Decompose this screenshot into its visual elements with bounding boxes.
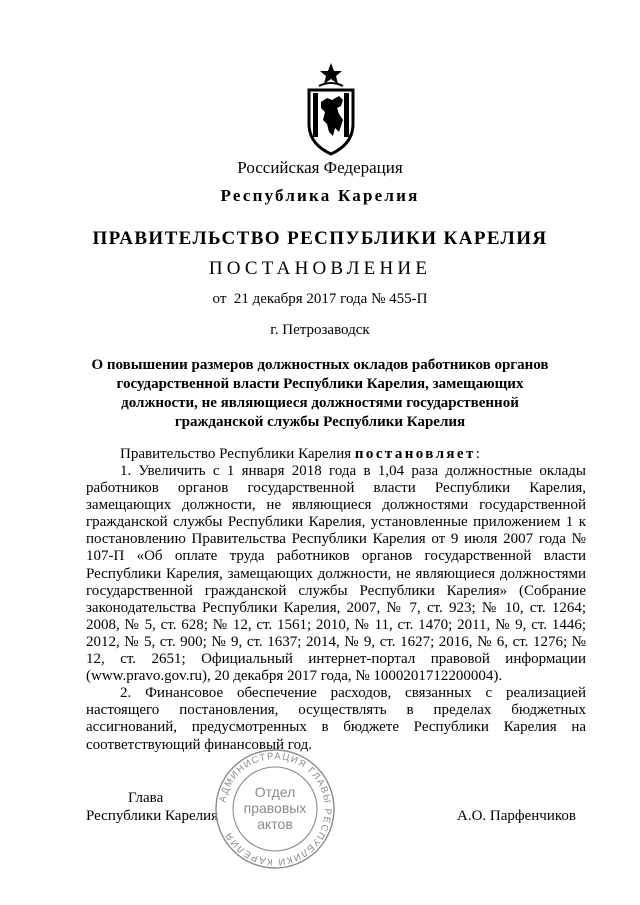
signature-title-line1: Глава bbox=[128, 790, 164, 806]
signatory-name: А.О. Парфенчиков bbox=[457, 808, 576, 824]
document-type: ПОСТАНОВЛЕНИЕ bbox=[208, 258, 432, 279]
preamble-suffix: : bbox=[475, 446, 480, 462]
preamble-verb: постановляет bbox=[354, 446, 476, 462]
paragraph-2: 2. Финансовое обеспечение расходов, связанных с реализацией настоящего постановления, осуществлять в пределах бюджетных ассигнований, предусмотренных в бюджете Республики Карелия на соответствующий финансовый год. bbox=[86, 685, 586, 753]
signature-title-line2: Республики Карелия bbox=[86, 808, 219, 824]
document-body bbox=[86, 463, 586, 754]
stamp-line1: Отдел bbox=[254, 784, 296, 800]
karelia-coat-of-arms-icon bbox=[299, 62, 363, 156]
country-name: Российская Федерация bbox=[237, 158, 403, 177]
legal-department-stamp-icon bbox=[212, 746, 338, 872]
stamp-line3: актов bbox=[257, 816, 293, 832]
preamble bbox=[120, 446, 480, 463]
government-name: ПРАВИТЕЛЬСТВО РЕСПУБЛИКИ КАРЕЛИЯ bbox=[92, 228, 548, 249]
stamp-line2: правовых bbox=[243, 800, 307, 816]
document-title: О повышении размеров должностных окладов работников органов государственной власти Республики Карелия, замещающих должности, не являющиеся должностями государственной гражданской службы Республики Карелия bbox=[91, 357, 549, 430]
stamp-ring-text: АДМИНИСТРАЦИЯ ГЛАВЫ РЕСПУБЛИКИ КАРЕЛИЯ bbox=[217, 750, 334, 868]
preamble-prefix: Правительство Республики Карелия bbox=[120, 446, 355, 462]
date-number-line: от 21 декабря 2017 года № 455-П bbox=[212, 291, 428, 307]
city-line: г. Петрозаводск bbox=[270, 322, 370, 338]
republic-name: Республика Карелия bbox=[220, 186, 420, 205]
paragraph-1: 1. Увеличить с 1 января 2018 года в 1,04 раза должностные оклады работников органов государственной власти Республики Карелия, замещающих должности, не являющиеся должностями государственной гражданской службы Республики Карелия, установленные приложением 1 к постановлению Правительства Республики Карелия от 9 июля 2007 года № 107-П «Об оплате труда работников органов государственной власти Республики Карелия, замещающих должности, не являющиеся должностями государственной гражданской службы Республики Карелия» (Собрание законодательства Республики Карелия, 2007, № 7, ст. 923; № 10, ст. 1264; 2008, № 5, ст. 628; № 12, ст. 1561; 2010, № 11, ст. 1470; 2011, № 9, ст. 1446; 2012, № 5, ст. 900; № 9, ст. 1637; 2014, № 9, ст. 1627; 2016, № 6, ст. 1276; № 12, ст. 2651; Официальный интернет-портал правовой информации (www.pravo.gov.ru), 20 декабря 2017 года, № 1000201712200004). bbox=[86, 463, 586, 685]
